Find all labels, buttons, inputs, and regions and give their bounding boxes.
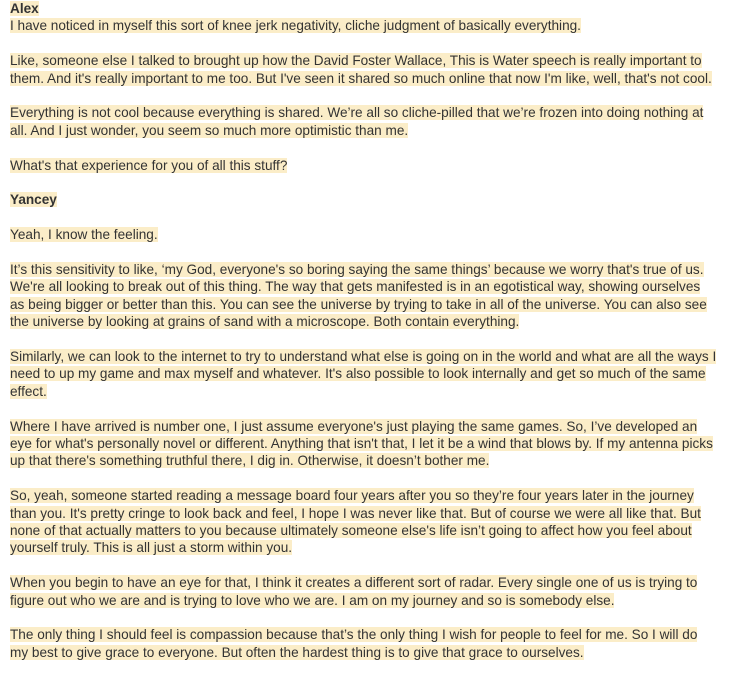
- paragraph: Everything is not cool because everything is shared. We’re all so cliche-pilled that we’re frozen into doing nothing at all. And I just wonder, you seem so much more optimistic than me.: [10, 105, 704, 138]
- speaker-name-alex: Alex: [10, 1, 39, 16]
- paragraph: Similarly, we can look to the internet to try to understand what else is going on in the world and what are all the ways I need to up my game and max myself and whatever. It's also possible to look internally and get so much of the same effect.: [10, 349, 717, 399]
- paragraph-gap: [10, 87, 718, 104]
- paragraph-gap: [10, 470, 718, 487]
- paragraph: So, yeah, someone started reading a message board four years after you so they’re four years later in the journey than you. It's pretty cringe to look back and feel, I hope I was never like that. But of course we were all like that. But none of that actually matters to you because ultimately someone else's life isn’t going to affect how you feel about yourself truly. This is all just a storm within you.: [10, 488, 701, 556]
- paragraph-gap: [10, 174, 718, 191]
- speaker-name-yancey: Yancey: [10, 192, 57, 208]
- paragraph: I have noticed in myself this sort of knee jerk negativity, cliche judgment of basically everything.: [10, 18, 581, 34]
- paragraph: Like, someone else I talked to brought up how the David Foster Wallace, This is Water speech is really important to them. And it's really important to me too. But I've seen it shared so much online that now I'm like, well, that's not cool.: [10, 53, 712, 86]
- paragraph-gap: [10, 331, 718, 348]
- transcript-document: [10, 0, 718, 661]
- paragraph-gap: [10, 400, 718, 417]
- paragraph-gap: [10, 244, 718, 261]
- paragraph-gap: [10, 609, 718, 626]
- paragraph-gap: [10, 557, 718, 574]
- paragraph: Where I have arrived is number one, I just assume everyone's just playing the same games. So, I’ve developed an eye for what's personally novel or different. Anything that isn't that, I let it be a wind that blows by. If my antenna picks up that there's something truthful there, I dig in. Otherwise, it doesn’t bother me.: [10, 418, 713, 469]
- paragraph-gap: [10, 35, 718, 52]
- paragraph-gap: [10, 139, 718, 156]
- paragraph: Yeah, I know the feeling.: [10, 227, 158, 243]
- paragraph: It’s this sensitivity to like, ‘my God, everyone's so boring saying the same things’ because we worry that's true of us. We're all looking to break out of this thing. The way that gets manifested is in an egotistical way, showing ourselves as being bigger or better than this. You can see the universe by trying to take in all of the universe. You can also see the universe by looking at grains of sand with a microscope. Both contain everything.: [10, 262, 707, 330]
- paragraph: What's that experience for you of all this stuff?: [10, 157, 288, 173]
- paragraph: When you begin to have an eye for that, I think it creates a different sort of radar. Every single one of us is trying to figure out who we are and is trying to love who we are. I am on my journey and so is somebody else.: [10, 575, 698, 608]
- paragraph-gap: [10, 209, 718, 226]
- paragraph: The only thing I should feel is compassion because that’s the only thing I wish for people to feel for me. So I will do my best to give grace to everyone. But often the hardest thing is to give that grace to ourselves.: [10, 627, 698, 660]
